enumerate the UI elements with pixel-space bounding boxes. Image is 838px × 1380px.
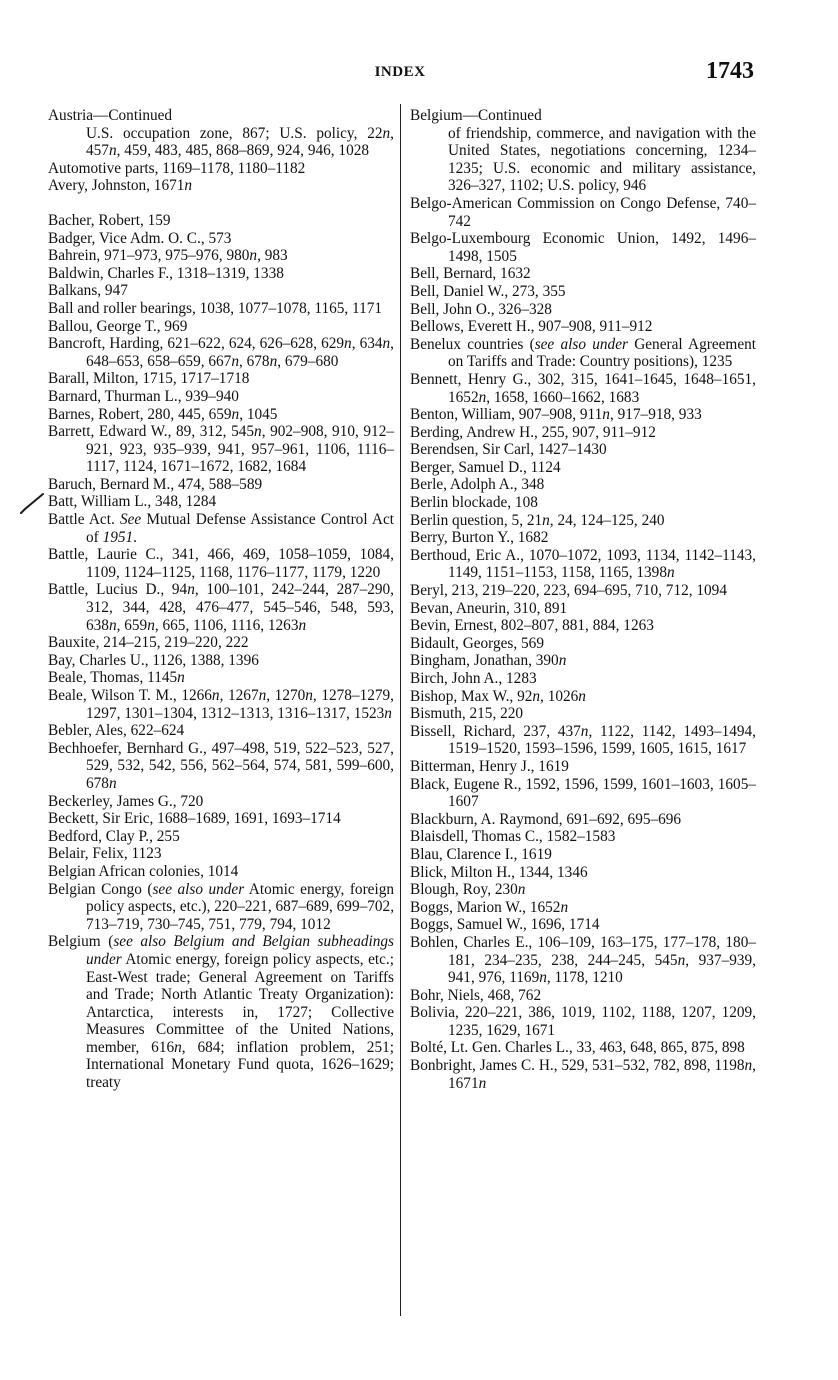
index-entry: Blick, Milton H., 1344, 1346 [410, 863, 588, 881]
index-entry: Beale, Wilson T. M., 1266n, 1267n, 1270n, 1278–1279, 1297, 1301–1304, 1312–1313, 1316–1317, 1523n [48, 687, 394, 722]
index-entry: Berendsen, Sir Carl, 1427–1430 [410, 441, 607, 459]
index-entry: Beryl, 213, 219–220, 223, 694–695, 710, 712, 1094 [410, 582, 727, 600]
index-entry: Bohr, Niels, 468, 762 [410, 986, 542, 1004]
index-entry: Bauxite, 214–215, 219–220, 222 [48, 634, 249, 652]
index-entry: Automotive parts, 1169–1178, 1180–1182 [48, 159, 306, 177]
index-entry: Barrett, Edward W., 89, 312, 545n, 902–908, 910, 912–921, 923, 935–939, 941, 957–961, 1106, 1116–1117, 1124, 1671–1672, 1682, 1684 [48, 423, 394, 476]
index-entry: Blaisdell, Thomas C., 1582–1583 [410, 828, 616, 846]
index-entry: Belgium—Continued [410, 107, 542, 124]
index-entry: Badger, Vice Adm. O. C., 573 [48, 229, 232, 247]
index-entry: Bidault, Georges, 569 [410, 634, 544, 652]
index-entry: U.S. occupation zone, 867; U.S. policy, 22n, 457n, 459, 483, 485, 868–869, 924, 946, 1028 [86, 124, 394, 160]
index-column-right [410, 107, 756, 1092]
index-entry: Bebler, Ales, 622–624 [48, 722, 185, 740]
index-entry: Bell, John O., 326–328 [410, 300, 552, 318]
index-entry: Berthoud, Eric A., 1070–1072, 1093, 1134, 1142–1143, 1149, 1151–1153, 1158, 1165, 1398n [410, 546, 756, 582]
index-entry: Barall, Milton, 1715, 1717–1718 [48, 370, 250, 388]
index-entry: Belgium (see also Belgium and Belgian subheadings under Atomic energy, foreign policy aspects, etc.; East-West trade; General Agreement on Tariffs and Trade; North Atlantic Treaty Organization): Antarctica, interests in, 1727; Collective Measures Committee of the United Nations, member, 616n, 684; inflation problem, 251; International Monetary Fund quota, 1626–1629; treaty [48, 933, 395, 1092]
index-entry: Barnes, Robert, 280, 445, 659n, 1045 [48, 405, 278, 423]
index-entry: Bonbright, James C. H., 529, 531–532, 782, 898, 1198n, 1671n [410, 1057, 756, 1092]
index-entry: Benelux countries (see also under General Agreement on Tariffs and Trade: Country positions), 1235 [410, 335, 757, 371]
index-entry: Berlin blockade, 108 [410, 494, 538, 512]
index-entry: Black, Eugene R., 1592, 1596, 1599, 1601–1603, 1605–1607 [410, 775, 756, 811]
index-entry: Boggs, Marion W., 1652n [410, 898, 569, 916]
index-entry: Bell, Daniel W., 273, 355 [410, 282, 566, 300]
index-column-left [48, 107, 394, 1092]
index-entry: Ball and roller bearings, 1038, 1077–1078, 1165, 1171 [48, 299, 383, 317]
index-entry: Benton, William, 907–908, 911n, 917–918, 933 [410, 406, 702, 424]
index-entry: Belgo-Luxembourg Economic Union, 1492, 1496–1498, 1505 [410, 230, 756, 265]
index-entry: Blackburn, A. Raymond, 691–692, 695–696 [410, 810, 682, 828]
index-entry: Blough, Roy, 230n [410, 881, 526, 899]
index-entry: Bacher, Robert, 159 [48, 211, 171, 229]
index-entry: Bevan, Aneurin, 310, 891 [410, 599, 568, 617]
index-entry: Bay, Charles U., 1126, 1388, 1396 [48, 651, 259, 669]
index-entry: Bolivia, 220–221, 386, 1019, 1102, 1188, 1207, 1209, 1235, 1629, 1671 [410, 1004, 756, 1039]
running-head: INDEX [374, 64, 426, 80]
index-entry: Bahrein, 971–973, 975–976, 980n, 983 [48, 247, 288, 265]
index-entry: Beckerley, James G., 720 [48, 792, 204, 810]
index-entry: Beale, Thomas, 1145n [48, 669, 185, 687]
index-entry: Bitterman, Henry J., 1619 [410, 757, 569, 775]
index-entry: Batt, William L., 348, 1284 [48, 493, 217, 511]
index-entry: Austria—Continued [48, 107, 173, 124]
index-entry: Bennett, Henry G., 302, 315, 1641–1645, 1648–1651, 1652n, 1658, 1660–1662, 1683 [410, 370, 756, 406]
index-entry: Bedford, Clay P., 255 [48, 827, 180, 845]
index-entry: Bolté, Lt. Gen. Charles L., 33, 463, 648, 865, 875, 898 [410, 1039, 745, 1057]
index-entry: Boggs, Samuel W., 1696, 1714 [410, 916, 600, 934]
index-entry: Birch, John A., 1283 [410, 670, 537, 687]
index-entry: Belair, Felix, 1123 [48, 845, 162, 863]
column-divider [400, 104, 401, 1316]
index-entry: Berger, Samuel D., 1124 [410, 458, 561, 476]
index-entry: Bismuth, 215, 220 [410, 705, 524, 723]
index-entry: Barnard, Thurman L., 939–940 [48, 387, 239, 405]
index-entry: Berry, Burton Y., 1682 [410, 529, 549, 547]
letter-gap [48, 195, 394, 212]
index-entry: of friendship, commerce, and navigation with the United States, negotiations concerning, 1234–1235; U.S. economic and military assistance, 326–327, 1102; U.S. policy, 946 [448, 124, 756, 195]
index-entry: Belgian African colonies, 1014 [48, 862, 239, 880]
index-entry: Belgo-American Commission on Congo Defense, 740–742 [410, 194, 756, 230]
index-entry: Beckett, Sir Eric, 1688–1689, 1691, 1693–1714 [48, 810, 341, 828]
index-entry: Bishop, Max W., 92n, 1026n [410, 687, 586, 705]
index-entry: Battle, Laurie C., 341, 466, 469, 1058–1059, 1084, 1109, 1124–1125, 1168, 1176–1177, 1179, 1220 [48, 546, 394, 581]
index-entry: Blau, Clarence I., 1619 [410, 845, 552, 863]
index-entry: Berle, Adolph A., 348 [410, 476, 545, 494]
index-entry: Avery, Johnston, 1671n [48, 177, 193, 195]
index-entry: Bancroft, Harding, 621–622, 624, 626–628, 629n, 634n, 648–653, 658–659, 667n, 678n, 679–680 [48, 335, 394, 370]
index-entry: Bechhoefer, Bernhard G., 497–498, 519, 522–523, 527, 529, 532, 542, 556, 562–564, 574, 581, 599–600, 678n [48, 739, 394, 792]
page-number: 1743 [706, 58, 754, 84]
index-entry: Baruch, Bernard M., 474, 588–589 [48, 475, 263, 493]
index-entry: Baldwin, Charles F., 1318–1319, 1338 [48, 264, 284, 282]
index-entry: Bevin, Ernest, 802–807, 881, 884, 1263 [410, 617, 654, 635]
index-entry: Ballou, George T., 969 [48, 317, 188, 335]
index-entry: Bingham, Jonathan, 390n [410, 652, 567, 670]
index-entry: Bissell, Richard, 237, 437n, 1122, 1142, 1493–1494, 1519–1520, 1593–1596, 1599, 1605, 1615, 1617 [410, 722, 756, 758]
index-entry: Balkans, 947 [48, 282, 128, 300]
index-entry: Berlin question, 5, 21n, 24, 124–125, 240 [410, 511, 665, 529]
index-entry: Bohlen, Charles E., 106–109, 163–175, 177–178, 180–181, 234–235, 238, 244–245, 545n, 937–939, 941, 976, 1169n, 1178, 1210 [410, 933, 756, 987]
index-entry: Bell, Bernard, 1632 [410, 265, 531, 283]
index-entry: Battle Act. See Mutual Defense Assistance Control Act of 1951. [48, 511, 395, 546]
page-header [0, 58, 838, 90]
index-entry: Bellows, Everett H., 907–908, 911–912 [410, 318, 653, 336]
index-entry: Berding, Andrew H., 255, 907, 911–912 [410, 423, 656, 441]
index-entry: Battle, Lucius D., 94n, 100–101, 242–244, 287–290, 312, 344, 428, 476–477, 545–546, 548, 593, 638n, 659n, 665, 1106, 1116, 1263n [48, 581, 394, 634]
index-entry: Belgian Congo (see also under Atomic energy, foreign policy aspects, etc.), 220–221, 687–689, 699–702, 713–719, 730–745, 751, 779, 794, 1012 [48, 880, 395, 933]
pen-tick-mark [19, 492, 45, 516]
